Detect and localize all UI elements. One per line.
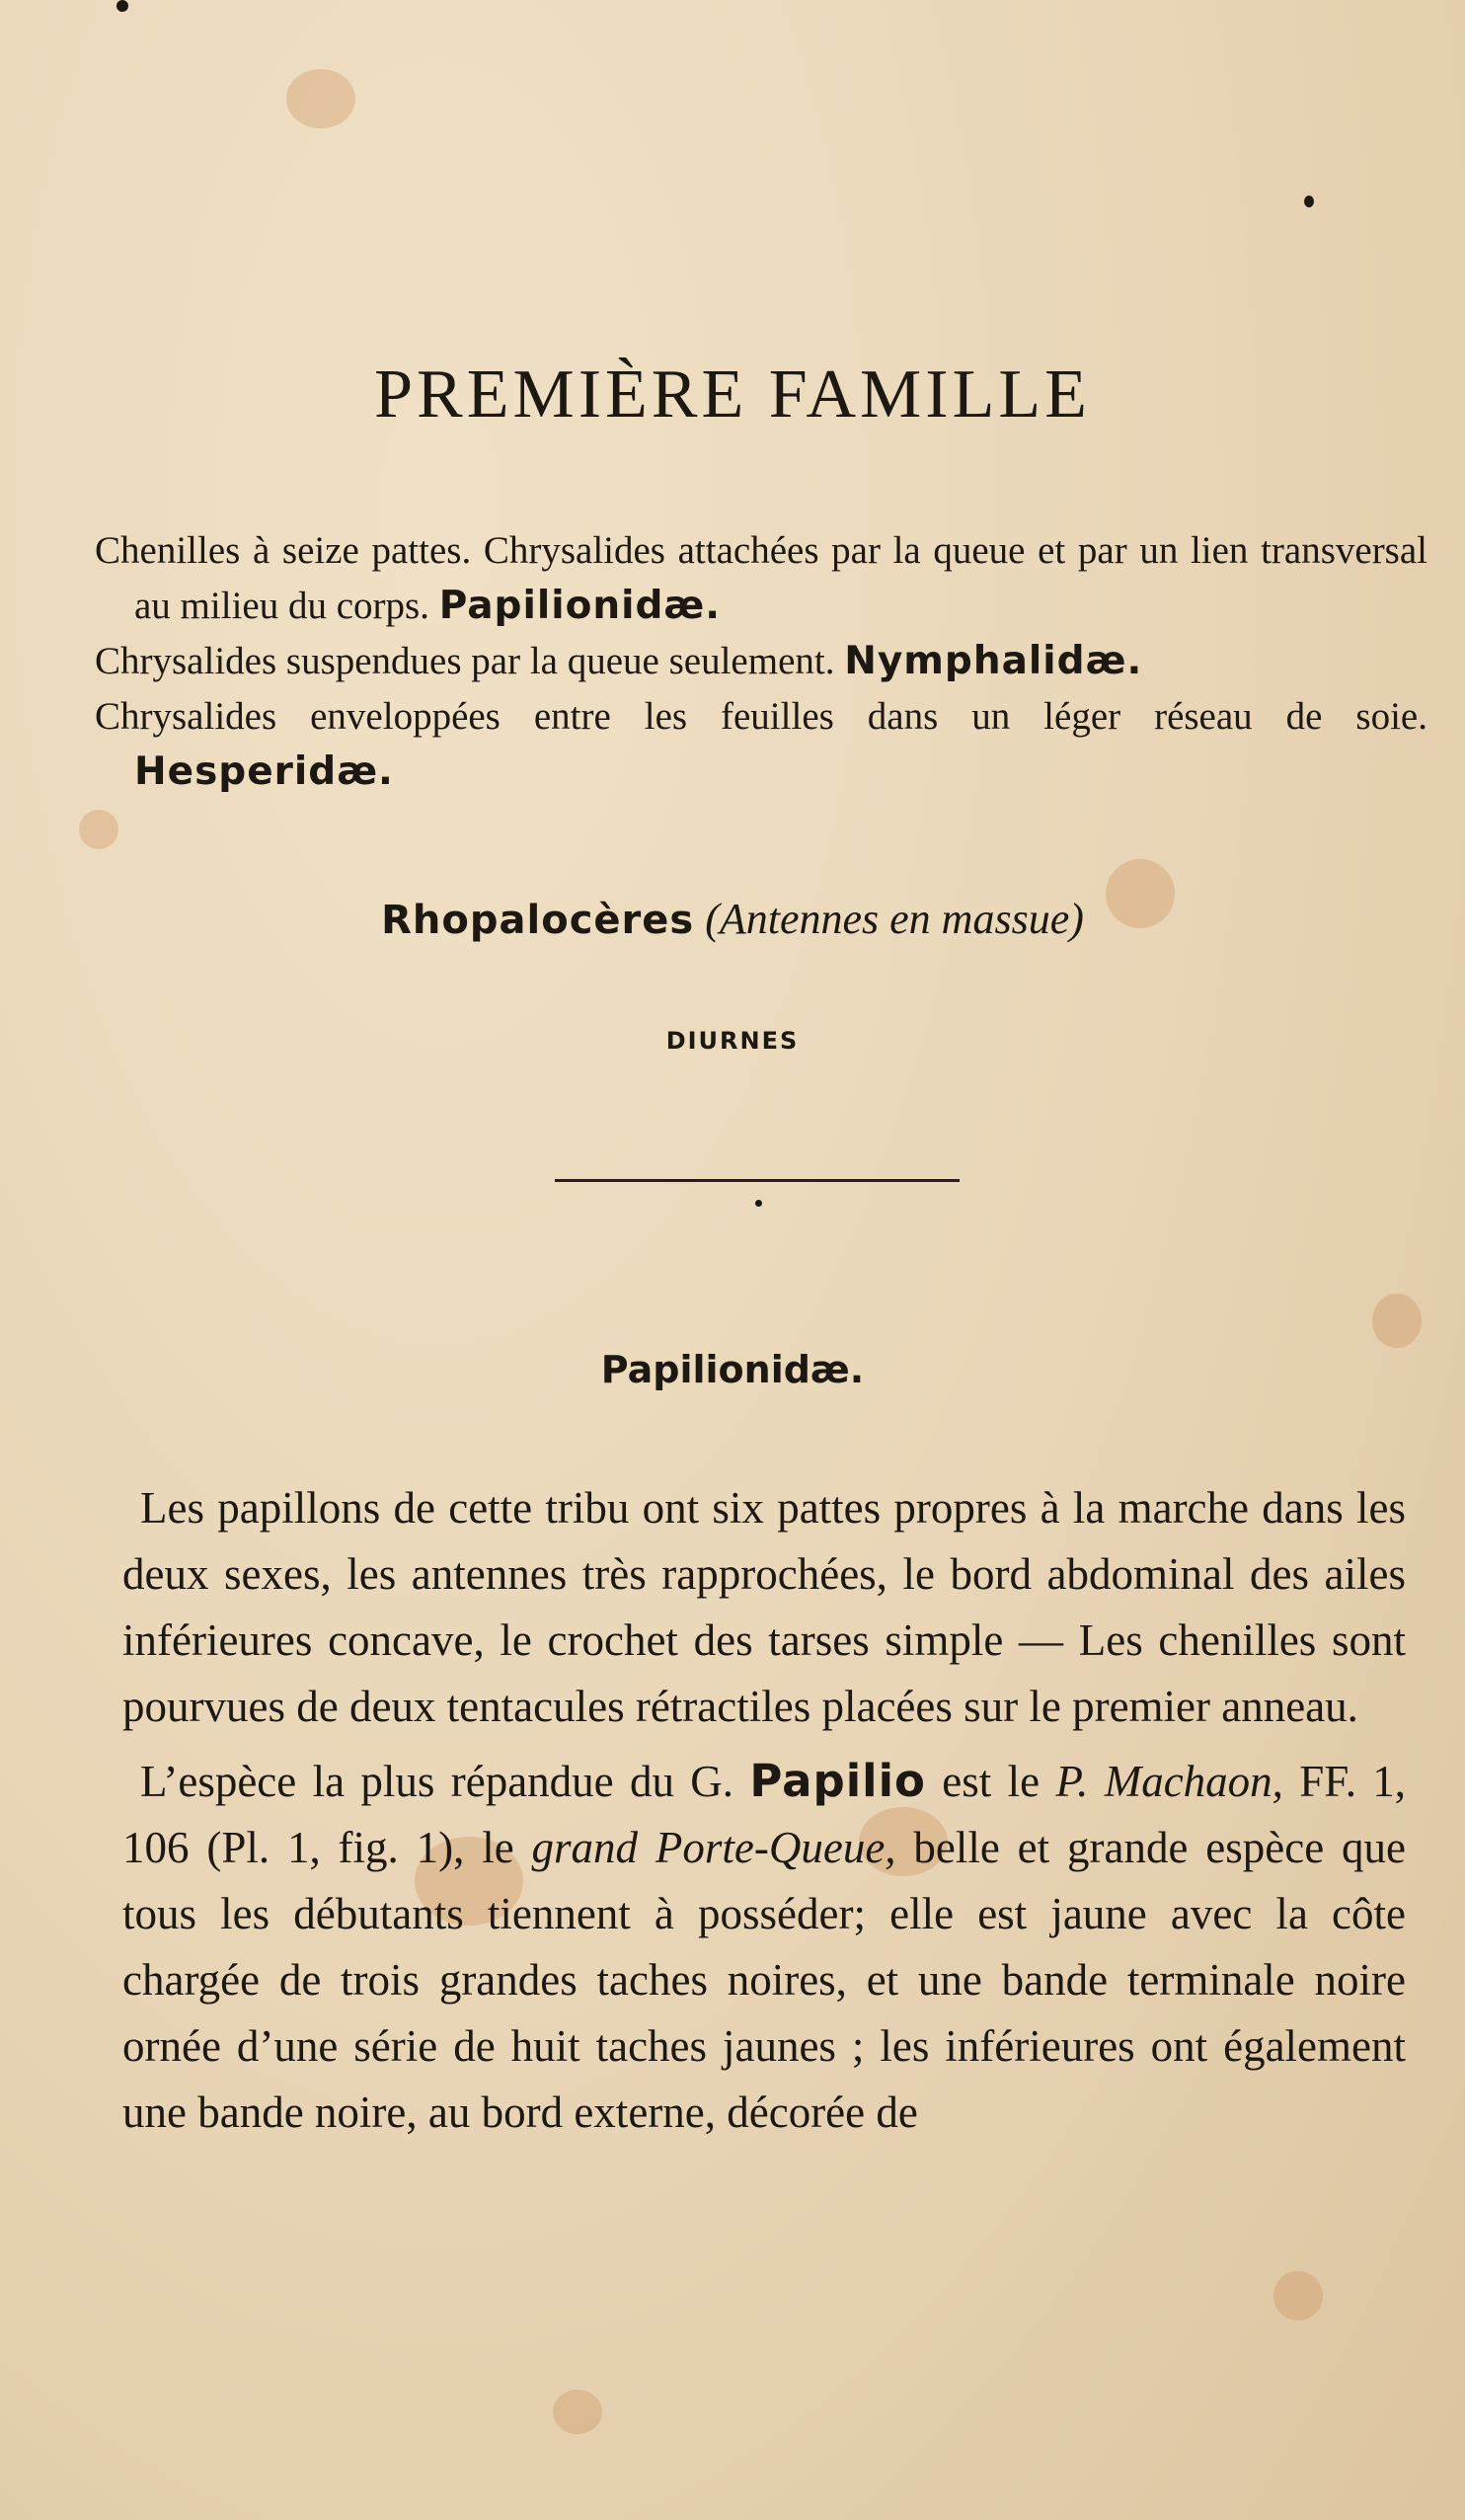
key-item: Chrysalides enveloppées entre les feuilles dans un léger réseau de soie. Hesperidæ.	[95, 695, 1427, 794]
key-taxon: Nymphalidæ.	[844, 639, 1143, 683]
divider-dot	[755, 1200, 762, 1207]
ink-dot	[116, 0, 128, 12]
foxing-stain	[79, 810, 118, 849]
section-note: (Antennes en massue)	[705, 895, 1084, 943]
subheading: DIURNES	[665, 1027, 800, 1055]
genus-name: Papilio	[749, 1755, 926, 1807]
key-item: Chrysalides suspendues par la queue seulement. Nymphalidæ.	[95, 639, 1143, 683]
section-title: Rhopalocères	[381, 898, 695, 943]
body-text	[122, 1475, 1406, 2154]
foxing-stain	[1273, 2271, 1323, 2321]
page-title: PREMIÈRE FAMILLE	[374, 356, 1091, 433]
key-taxon: Papilionidæ.	[438, 584, 722, 628]
family-key	[95, 523, 1427, 800]
species-name: P. Machaon,	[1055, 1757, 1283, 1806]
paragraph: Les papillons de cette tribu ont six pattes propres à la marche dans les deux sexes, les antennes très rapprochées, le bord abdominal des ailes inférieures concave, le crochet des tarses simple — Les chenilles sont pourvues de deux tentacules rétractiles placées sur le premier anneau.	[122, 1483, 1406, 1731]
ink-dot	[1304, 196, 1314, 207]
divider-rule	[555, 1179, 960, 1182]
foxing-stain	[286, 69, 355, 128]
foxing-stain	[1372, 1294, 1422, 1348]
key-taxon: Hesperidæ.	[134, 749, 394, 794]
section-heading	[0, 894, 1465, 944]
paragraph: L’espèce la plus répandue du G. Papilio est le P. Machaon, FF. 1, 106 (Pl. 1, fig. 1), le grand Porte-Queue, belle et grande espèce que tous les débutants tiennent à posséder; elle est jaune avec la côte chargée de trois grandes taches noires, et une bande terminale noire ornée d’une série de huit taches jaunes ; les inférieures ont également une bande noire, au bord externe, décorée de	[122, 1755, 1407, 2137]
tribe-heading: Papilionidæ.	[600, 1348, 865, 1391]
common-name: grand Porte-Queue,	[531, 1823, 896, 1872]
key-item: Chenilles à seize pattes. Chrysalides attachées par la queue et par un lien transversal au milieu du corps. Papilionidæ.	[95, 529, 1427, 628]
foxing-stain	[553, 2390, 602, 2434]
